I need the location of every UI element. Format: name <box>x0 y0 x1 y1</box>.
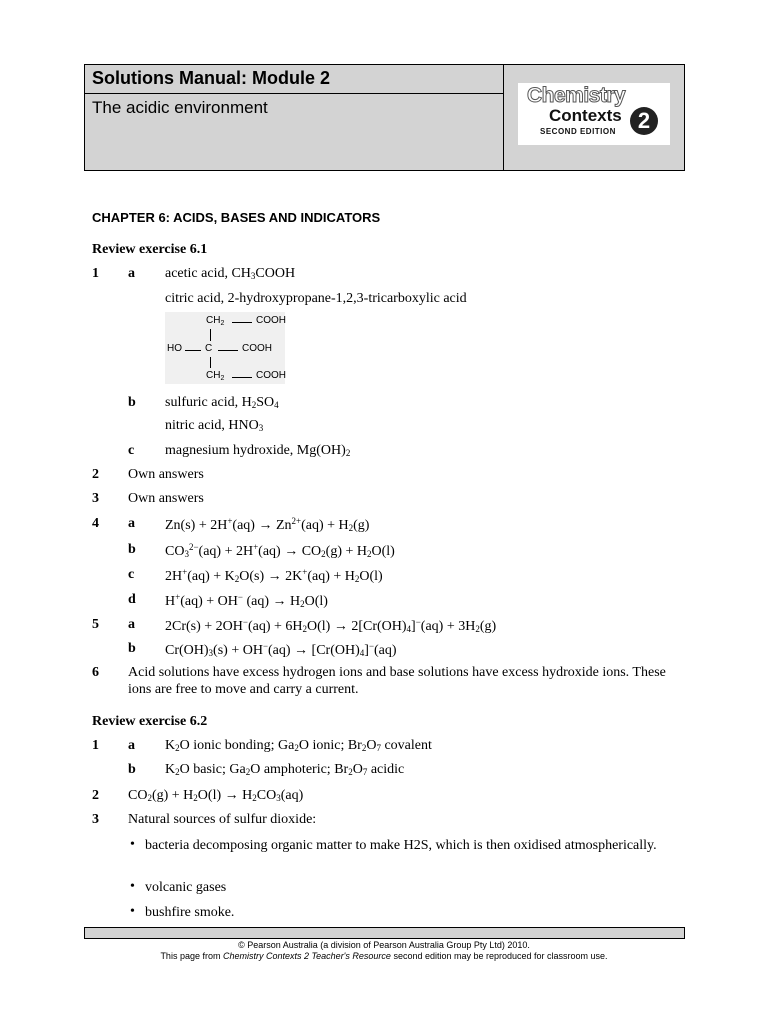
bullet-icon: • <box>130 904 135 919</box>
answer-6: Acid solutions have excess hydrogen ions and base solutions have excess hydroxide ions. These ions are free to move and carry a current. <box>128 665 666 697</box>
answer-2: Own answers <box>128 467 204 482</box>
section-heading-6-2: Review exercise 6.2 <box>92 714 208 729</box>
header-divider <box>85 93 503 94</box>
struct-c: C <box>205 343 213 354</box>
list-item: bushfire smoke. <box>145 905 235 920</box>
struct-bond <box>232 377 252 378</box>
struct-ch2-top: $CH_2$ <box>206 315 225 327</box>
part-letter: b <box>128 542 136 557</box>
struct-cooh-mid: COOH <box>242 343 272 354</box>
struct-cooh-bottom: COOH <box>256 370 286 381</box>
logo-line1: Chemistry <box>527 84 626 107</box>
answer-1a-line1: acetic acid, $CH_3COOH$ <box>165 266 296 281</box>
bullet-icon: • <box>130 879 135 894</box>
equation-4d: H+(aq) + OH− $(aq) \to H_2O(l)$ <box>165 592 328 609</box>
answer-3: Own answers <box>128 491 204 506</box>
struct-bond <box>185 350 201 351</box>
question-number: 2 <box>92 467 99 482</box>
struct-bond <box>210 329 211 341</box>
question-number: 4 <box>92 516 99 531</box>
header-box <box>84 64 685 171</box>
equation-5a: $2Cr(s) + 2OH^-(aq) + 6H_2O(l) \to 2[Cr(OH)_4]^-(aq) + 3H_2(g)$ <box>165 617 497 634</box>
chapter-heading: CHAPTER 6: ACIDS, BASES AND INDICATORS <box>92 210 381 225</box>
part-letter: d <box>128 592 136 607</box>
list-item: volcanic gases <box>145 880 227 895</box>
copyright-line: © Pearson Australia (a division of Pearson Australia Group Pty Ltd) 2010. <box>238 940 530 950</box>
section-heading-6-1: Review exercise 6.1 <box>92 242 208 257</box>
equation-6-2-2: $CO_2(g) + H_2O(l) \to H_2CO_3(aq)$ <box>128 788 304 803</box>
chemistry-contexts-logo <box>518 83 670 145</box>
equation-5b: $Cr(OH)_3(s) + OH^-(aq) \to [Cr(OH)_4]^-(aq)$ <box>165 641 397 658</box>
struct-bond <box>232 322 252 323</box>
page-subtitle: The acidic environment <box>92 98 268 117</box>
part-letter: b <box>128 762 136 777</box>
footer-bar <box>84 927 685 939</box>
equation-4b: $CO_3^{2-}(aq) + 2H^+(aq) \to CO_2(g) + H_2O(l)$ <box>165 542 395 559</box>
answer-1c: magnesium hydroxide, $Mg(OH)_2$ <box>165 443 351 458</box>
question-number: 5 <box>92 617 99 632</box>
question-number: 1 <box>92 738 99 753</box>
part-letter: b <box>128 395 136 410</box>
answer-6-2-1b: $K_2O$ basic; $Ga_2O$ amphoteric; $Br_2O_7$ acidic <box>165 762 405 777</box>
equation-4c: $2H^+(aq) + K_2O(s) \to 2K^+(aq) + H_2O(l)$ <box>165 567 383 584</box>
answer-1b-line2: nitric acid, $HNO_3$ <box>165 418 264 433</box>
header-left <box>85 65 504 170</box>
part-letter: a <box>128 617 135 632</box>
answer-1b-line1: sulfuric acid, $H_2SO_4$ <box>165 395 279 410</box>
citric-acid-structure <box>165 312 285 384</box>
struct-bond <box>210 357 211 368</box>
equation-4a: $Zn(s) + 2H^+(aq) \to Zn^{2+}(aq) + H_2(g)$ <box>165 516 370 533</box>
page-title: Solutions Manual: Module 2 <box>92 68 330 88</box>
logo-line3: SECOND EDITION <box>540 127 616 136</box>
struct-bond <box>218 350 238 351</box>
logo-badge: 2 <box>630 107 658 135</box>
question-number: 2 <box>92 788 99 803</box>
question-number: 6 <box>92 665 99 680</box>
question-number: 3 <box>92 812 99 827</box>
logo-line2: Contexts <box>549 106 622 125</box>
question-number: 3 <box>92 491 99 506</box>
struct-cooh-top: COOH <box>256 315 286 326</box>
part-letter: a <box>128 738 135 753</box>
list-item: bacteria decomposing organic matter to make H2S, which is then oxidised atmospherically. <box>145 838 657 853</box>
part-letter: c <box>128 443 135 458</box>
question-number: 1 <box>92 266 99 281</box>
part-letter: c <box>128 567 135 582</box>
answer-6-2-1a: $K_2O$ ionic bonding; $Ga_2O$ ionic; $Br_2O_7$ covalent <box>165 738 432 753</box>
reproduction-note: This page from Chemistry Contexts 2 Teacher's Resource second edition may be reproduced for classroom use. <box>160 951 608 961</box>
answer-1a-line2: citric acid, 2-hydroxypropane-1,2,3-tricarboxylic acid <box>165 291 467 306</box>
part-letter: a <box>128 516 135 531</box>
part-letter: a <box>128 266 135 281</box>
part-letter: b <box>128 641 136 656</box>
answer-6-2-3: Natural sources of sulfur dioxide: <box>128 812 317 827</box>
bullet-icon: • <box>130 837 135 852</box>
struct-ch2-bottom: $CH_2$ <box>206 370 225 382</box>
struct-ho: HO <box>167 343 182 354</box>
